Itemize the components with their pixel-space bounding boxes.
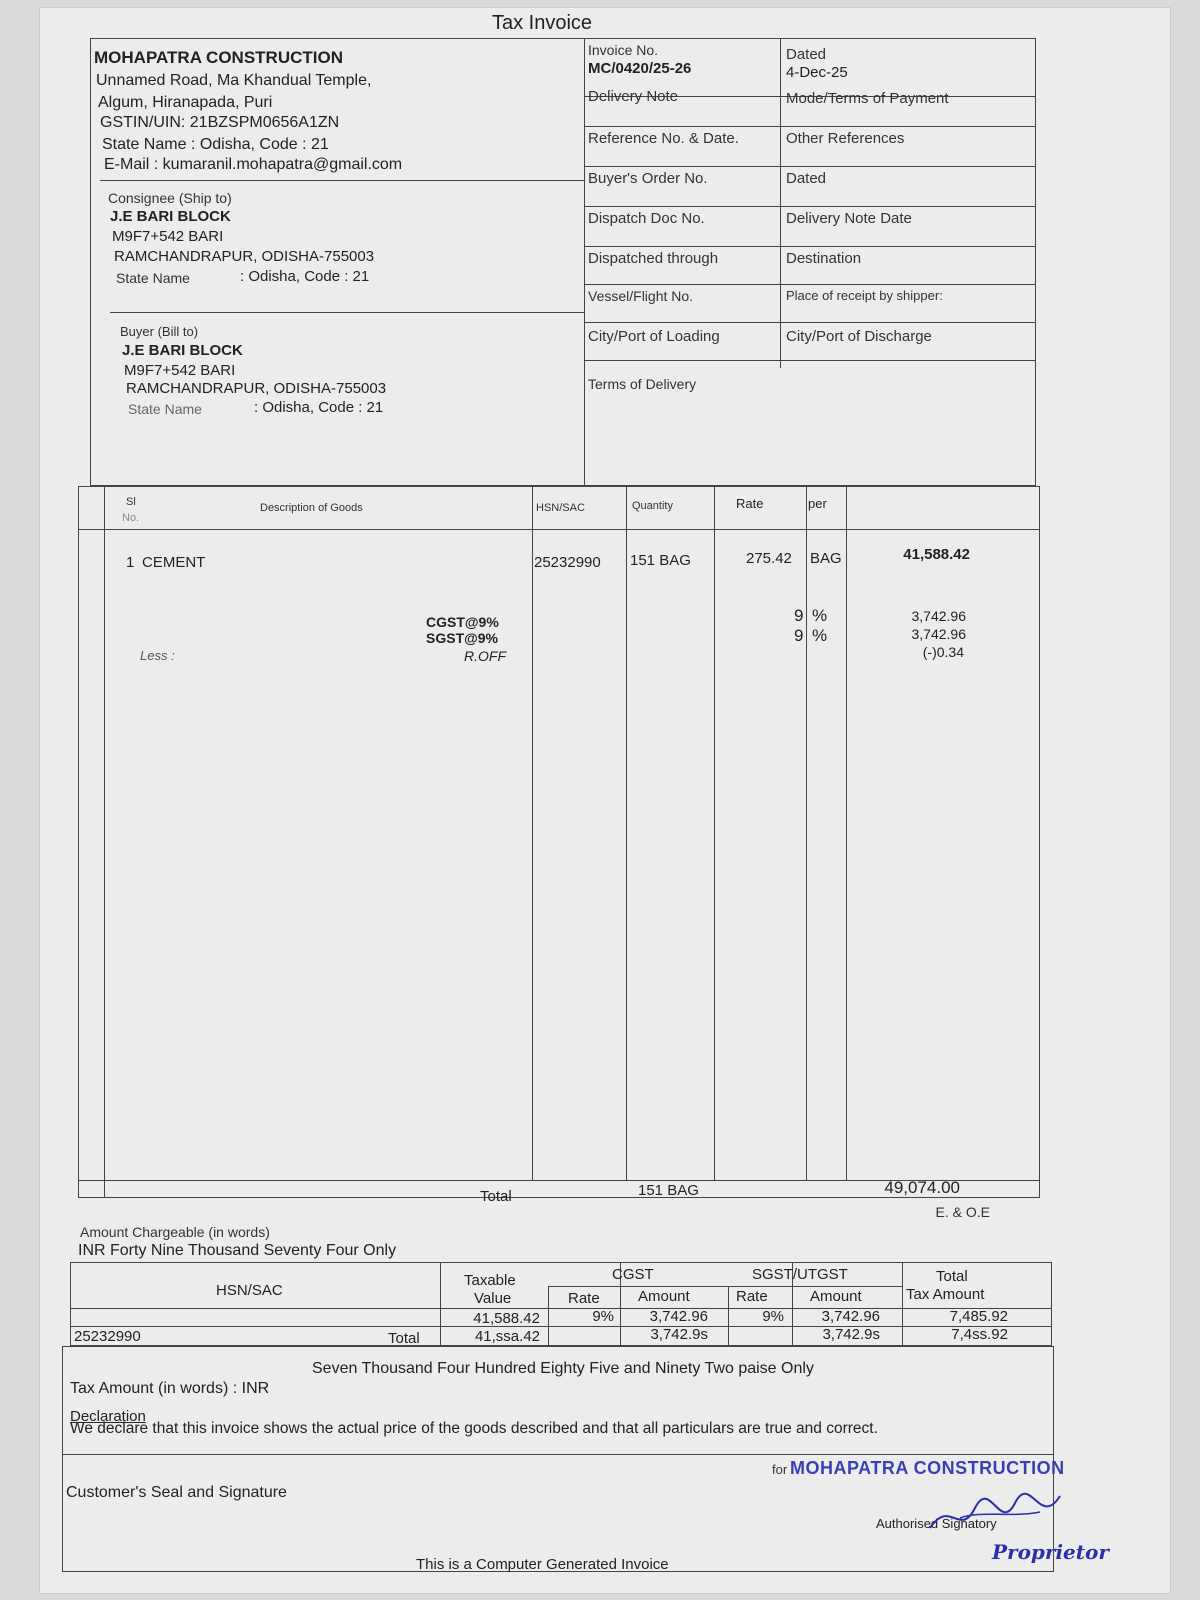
for-label: for	[772, 1462, 788, 1477]
tax-summary-table	[70, 1262, 1052, 1346]
dispatched-through-label: Dispatched through	[588, 250, 719, 267]
destination-label: Destination	[786, 250, 862, 267]
item-per: BAG	[810, 550, 842, 567]
port-loading-label: City/Port of Loading	[588, 328, 720, 345]
tax-head-cgst: CGST	[612, 1266, 654, 1283]
total-amount: 49,074.00	[884, 1178, 960, 1197]
place-receipt-label: Place of receipt by shipper:	[786, 288, 943, 303]
roff-label: R.OFF	[464, 648, 506, 664]
amount-words-value: INR Forty Nine Thousand Seventy Four Only	[78, 1242, 397, 1259]
item-amount: 41,588.42	[903, 546, 970, 563]
tax-head-cgst-amount: Amount	[638, 1288, 690, 1305]
signature-scribble	[920, 1488, 1070, 1544]
consignee-name: J.E BARI BLOCK	[110, 208, 231, 225]
seller-email: E-Mail : kumaranil.mohapatra@gmail.com	[104, 156, 403, 173]
item-description: CEMENT	[142, 554, 206, 571]
terms-delivery-label: Terms of Delivery	[588, 376, 697, 392]
tax-words-label: Tax Amount (in words) : INR	[70, 1380, 270, 1397]
items-table	[78, 486, 1040, 1198]
sgst-amount: 3,742.96	[911, 626, 966, 642]
invoice-no-label: Invoice No.	[588, 42, 659, 58]
vessel-label: Vessel/Flight No.	[588, 288, 694, 304]
tax-row-sgst-amount: 3,742.96	[821, 1308, 880, 1325]
cgst-label: CGST@9%	[426, 614, 499, 630]
consignee-line2: RAMCHANDRAPUR, ODISHA-755003	[114, 248, 375, 265]
item-rate: 275.42	[746, 550, 792, 567]
consignee-state-label: State Name	[116, 270, 190, 286]
declaration-heading: Declaration	[70, 1408, 146, 1425]
tax-total-sgst: 3,742.9s	[822, 1326, 880, 1343]
tax-row-hsn: 25232990	[74, 1328, 141, 1345]
roff-amount: (-)0.34	[922, 644, 964, 660]
seller-name: MOHAPATRA CONSTRUCTION	[94, 48, 343, 67]
sgst-label: SGST@9%	[426, 630, 499, 646]
item-quantity: 151 BAG	[630, 552, 691, 569]
col-header-hsn: HSN/SAC	[536, 502, 585, 514]
col-header-rate: Rate	[736, 496, 764, 511]
invoice-no: MC/0420/25-26	[588, 60, 692, 77]
invoice-paper	[40, 8, 1170, 1593]
eoe: E. & O.E	[935, 1204, 990, 1220]
seller-address-line2: Algum, Hiranapada, Puri	[98, 94, 273, 111]
declaration-text: We declare that this invoice shows the actual price of the goods described and that all particulars are true and correct.	[70, 1420, 878, 1437]
tax-head-total1: Total	[936, 1268, 968, 1285]
buyer-state-label: State Name	[128, 401, 202, 417]
tax-total-total: 7,4ss.92	[951, 1326, 1008, 1343]
col-header-si: Sl	[126, 496, 136, 508]
delivery-note-label: Delivery Note	[588, 88, 679, 105]
buyer-line1: M9F7+542 BARI	[124, 362, 236, 379]
tax-row-total: 7,485.92	[949, 1308, 1008, 1325]
cgst-amount: 3,742.96	[911, 608, 966, 624]
tax-total-taxable: 41,ssa.42	[474, 1328, 540, 1345]
seller-state: State Name : Odisha, Code : 21	[102, 136, 329, 153]
sgst-pct: %	[812, 626, 828, 645]
dispatch-doc-label: Dispatch Doc No.	[588, 210, 705, 227]
col-header-quantity: Quantity	[632, 500, 673, 512]
authorised-signatory: Authorised Signatory	[876, 1516, 997, 1531]
consignee-heading: Consignee (Ship to)	[108, 190, 232, 206]
item-hsn: 25232990	[534, 554, 601, 571]
col-header-per: per	[808, 496, 827, 511]
amount-words-label: Amount Chargeable (in words)	[80, 1224, 270, 1240]
tax-total-cgst: 3,742.9s	[650, 1326, 708, 1343]
tax-total-label: Total	[388, 1330, 420, 1347]
total-quantity: 151 BAG	[638, 1182, 699, 1199]
computer-generated-note: This is a Computer Generated Invoice	[416, 1556, 669, 1573]
customer-seal-label: Customer's Seal and Signature	[66, 1484, 287, 1501]
col-header-description: Description of Goods	[260, 502, 363, 514]
tax-words-value: Seven Thousand Four Hundred Eighty Five and Ninety Two paise Only	[312, 1360, 814, 1377]
other-references-label: Other References	[786, 130, 905, 147]
tax-row-taxable: 41,588.42	[473, 1310, 540, 1327]
tax-row-sgst-rate: 9%	[762, 1308, 784, 1325]
seller-address-line1: Unnamed Road, Ma Khandual Temple,	[96, 72, 372, 89]
cgst-pct: %	[812, 606, 828, 625]
tax-head-sgst-rate: Rate	[736, 1288, 768, 1305]
tax-row-cgst-rate: 9%	[592, 1308, 614, 1325]
tax-head-hsn: HSN/SAC	[216, 1282, 283, 1299]
buyers-order-label: Buyer's Order No.	[588, 170, 708, 187]
invoice-date: 4-Dec-25	[786, 64, 848, 81]
tax-head-taxable1: Taxable	[464, 1272, 516, 1289]
item-sl: 1	[126, 554, 135, 571]
for-company: MOHAPATRA CONSTRUCTION	[790, 1458, 1065, 1478]
less-label: Less :	[140, 648, 175, 663]
sgst-rate: 9	[794, 626, 804, 645]
tax-head-cgst-rate: Rate	[568, 1290, 600, 1307]
tax-head-sgst-amount: Amount	[810, 1288, 862, 1305]
reference-label: Reference No. & Date.	[588, 130, 739, 147]
buyer-name: J.E BARI BLOCK	[122, 342, 243, 359]
consignee-state-value: : Odisha, Code : 21	[240, 268, 370, 285]
consignee-line1: M9F7+542 BARI	[112, 228, 224, 245]
total-label: Total	[480, 1188, 512, 1205]
buyers-order-dated-label: Dated	[786, 170, 827, 187]
buyer-line2: RAMCHANDRAPUR, ODISHA-755003	[126, 380, 387, 397]
tax-head-taxable2: Value	[474, 1290, 512, 1307]
seller-gstin: GSTIN/UIN: 21BZSPM0656A1ZN	[100, 114, 340, 131]
invoice-title: Tax Invoice	[492, 12, 593, 34]
port-discharge-label: City/Port of Discharge	[786, 328, 932, 345]
proprietor-stamp: Proprietor	[992, 1540, 1109, 1564]
cgst-rate: 9	[794, 606, 804, 625]
tax-row-cgst-amount: 3,742.96	[649, 1308, 708, 1325]
buyer-state-value: : Odisha, Code : 21	[254, 399, 384, 416]
tax-head-total2: Tax Amount	[906, 1286, 985, 1303]
col-header-no: No.	[122, 512, 140, 524]
buyer-heading: Buyer (Bill to)	[120, 324, 199, 339]
dated-label: Dated	[786, 46, 827, 63]
mode-terms-label: Mode/Terms of Payment	[786, 90, 949, 107]
delivery-note-date-label: Delivery Note Date	[786, 210, 912, 227]
tax-head-sgst: SGST/UTGST	[752, 1266, 848, 1283]
